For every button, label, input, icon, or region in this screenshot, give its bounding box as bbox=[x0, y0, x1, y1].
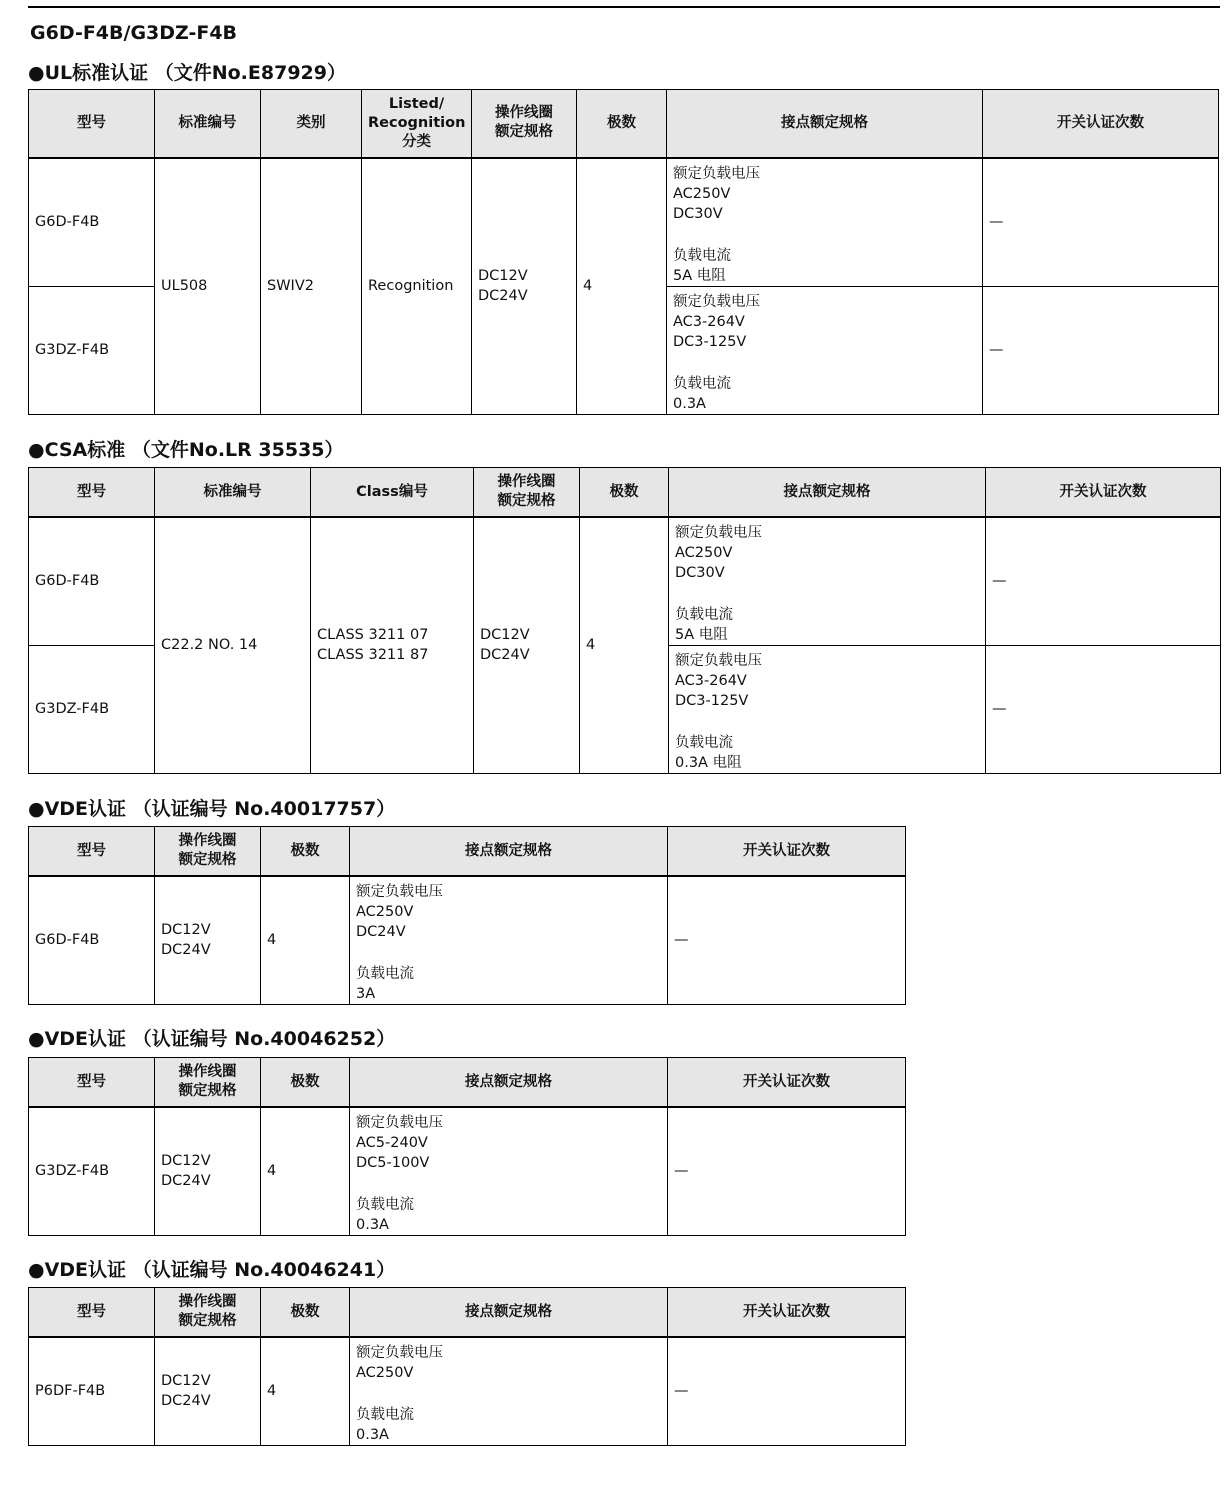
vde1-coil-2: DC24V bbox=[161, 942, 211, 958]
contact-voltage-ac: AC5-240V bbox=[356, 1134, 428, 1151]
csa-standard: C22.2 NO. 14 bbox=[155, 517, 311, 774]
vde1-header-poles: 极数 bbox=[261, 827, 350, 876]
ul-row2-model: G3DZ-F4B bbox=[29, 286, 155, 414]
contact-current-value: 5A 电阻 bbox=[675, 626, 728, 643]
vde2-section-title: ●VDE认证 （认证编号 No.40046252） bbox=[28, 1028, 396, 1050]
ul-header-row bbox=[29, 90, 1219, 158]
contact-current-heading: 负载电流 bbox=[356, 1196, 414, 1213]
vde3-header-model: 型号 bbox=[29, 1288, 155, 1337]
vde1-coil-1: DC12V bbox=[161, 922, 211, 938]
ul-poles: 4 bbox=[577, 158, 667, 415]
vde3-model: P6DF-F4B bbox=[29, 1337, 155, 1446]
ul-header-model: 型号 bbox=[29, 90, 155, 158]
csa-class-2: CLASS 3211 87 bbox=[317, 647, 429, 663]
vde3-contact bbox=[350, 1337, 668, 1446]
ul-header-listed-line2: Recognition bbox=[368, 114, 466, 131]
vde1-table bbox=[28, 826, 906, 1005]
ul-header-poles: 极数 bbox=[577, 90, 667, 158]
csa-table bbox=[28, 467, 1221, 774]
vde3-header-contact: 接点额定规格 bbox=[350, 1288, 668, 1337]
contact-voltage-heading: 额定负载电压 bbox=[675, 652, 762, 669]
ul-row1-contact bbox=[667, 158, 983, 287]
vde2-coil-1: DC12V bbox=[161, 1153, 211, 1169]
ul-coil bbox=[472, 158, 577, 415]
vde1-header-cycles: 开关认证次数 bbox=[668, 827, 906, 876]
vde1-contact bbox=[350, 876, 668, 1005]
csa-row2-model: G3DZ-F4B bbox=[29, 645, 155, 773]
ul-table bbox=[28, 89, 1219, 415]
vde1-cycles: — bbox=[668, 876, 906, 1005]
vde1-header-row bbox=[29, 827, 906, 876]
vde3-header-coil bbox=[155, 1288, 261, 1337]
contact-voltage-dc: DC30V bbox=[675, 564, 725, 581]
vde3-poles: 4 bbox=[261, 1337, 350, 1446]
csa-header-coil bbox=[474, 468, 580, 517]
csa-row1-contact bbox=[669, 517, 986, 646]
vde2-model: G3DZ-F4B bbox=[29, 1107, 155, 1236]
vde3-coil-2: DC24V bbox=[161, 1393, 211, 1409]
contact-current-heading: 负载电流 bbox=[673, 247, 731, 264]
vde2-header-coil-line1: 操作线圈 bbox=[178, 1063, 237, 1080]
csa-coil-2: DC24V bbox=[480, 647, 530, 663]
vde1-header-contact: 接点额定规格 bbox=[350, 827, 668, 876]
table-row bbox=[29, 517, 1221, 646]
contact-voltage-heading: 额定负载电压 bbox=[673, 293, 760, 310]
vde1-header-coil bbox=[155, 827, 261, 876]
vde2-header-coil bbox=[155, 1058, 261, 1107]
csa-class-1: CLASS 3211 07 bbox=[317, 627, 429, 643]
csa-header-coil-line2: 额定规格 bbox=[497, 492, 556, 509]
contact-current-heading: 负载电流 bbox=[673, 375, 731, 392]
csa-poles: 4 bbox=[580, 517, 669, 774]
vde1-header-coil-line1: 操作线圈 bbox=[178, 832, 237, 849]
ul-row2-contact bbox=[667, 286, 983, 414]
csa-header-class: Class编号 bbox=[311, 468, 474, 517]
contact-voltage-heading: 额定负载电压 bbox=[356, 1344, 443, 1361]
vde1-coil bbox=[155, 876, 261, 1005]
vde3-header-cycles: 开关认证次数 bbox=[668, 1288, 906, 1337]
csa-class bbox=[311, 517, 474, 774]
ul-row1-cycles: — bbox=[983, 158, 1219, 287]
csa-row2-contact bbox=[669, 645, 986, 773]
vde1-model: G6D-F4B bbox=[29, 876, 155, 1005]
contact-current-heading: 负载电流 bbox=[675, 606, 733, 623]
table-row bbox=[29, 876, 906, 1005]
ul-header-coil-line1: 操作线圈 bbox=[495, 105, 553, 122]
csa-coil-1: DC12V bbox=[480, 627, 530, 643]
ul-coil-2: DC24V bbox=[478, 288, 528, 304]
contact-current-heading: 负载电流 bbox=[356, 965, 414, 982]
vde3-coil-1: DC12V bbox=[161, 1373, 211, 1389]
contact-voltage-heading: 额定负载电压 bbox=[356, 883, 443, 900]
csa-header-contact: 接点额定规格 bbox=[669, 468, 986, 517]
vde2-cycles: — bbox=[668, 1107, 906, 1236]
ul-header-category: 类别 bbox=[261, 90, 362, 158]
vde2-header-coil-line2: 额定规格 bbox=[178, 1082, 237, 1099]
vde1-section-title: ●VDE认证 （认证编号 No.40017757） bbox=[28, 798, 396, 820]
vde3-table bbox=[28, 1287, 906, 1446]
contact-voltage-ac: AC250V bbox=[673, 185, 731, 202]
csa-row2-cycles: — bbox=[986, 645, 1221, 773]
contact-voltage-dc: DC3-125V bbox=[673, 333, 747, 350]
table-row bbox=[29, 158, 1219, 287]
ul-header-listed bbox=[362, 90, 472, 158]
ul-header-listed-line1: Listed/ bbox=[388, 95, 445, 112]
ul-listed: Recognition bbox=[362, 158, 472, 415]
vde1-header-model: 型号 bbox=[29, 827, 155, 876]
table-row bbox=[29, 1107, 906, 1236]
vde2-coil bbox=[155, 1107, 261, 1236]
csa-header-standard: 标准编号 bbox=[155, 468, 311, 517]
vde2-header-poles: 极数 bbox=[261, 1058, 350, 1107]
contact-current-heading: 负载电流 bbox=[356, 1406, 414, 1423]
vde2-contact bbox=[350, 1107, 668, 1236]
ul-category: SWIV2 bbox=[261, 158, 362, 415]
ul-header-standard: 标准编号 bbox=[155, 90, 261, 158]
ul-header-coil bbox=[472, 90, 577, 158]
contact-current-value: 0.3A 电阻 bbox=[675, 754, 742, 771]
csa-coil bbox=[474, 517, 580, 774]
vde3-header-coil-line2: 额定规格 bbox=[178, 1312, 237, 1329]
csa-section-title: ●CSA标准 （文件No.LR 35535） bbox=[28, 439, 344, 461]
ul-section-title: ●UL标准认证 （文件No.E87929） bbox=[28, 62, 346, 84]
ul-row1-model: G6D-F4B bbox=[29, 158, 155, 287]
csa-header-coil-line1: 操作线圈 bbox=[497, 473, 556, 490]
contact-current-value: 3A bbox=[356, 985, 376, 1002]
contact-current-heading: 负载电流 bbox=[675, 734, 733, 751]
ul-header-contact: 接点额定规格 bbox=[667, 90, 983, 158]
csa-header-row bbox=[29, 468, 1221, 517]
contact-voltage-ac: AC250V bbox=[356, 1364, 414, 1381]
vde3-header-coil-line1: 操作线圈 bbox=[178, 1293, 237, 1310]
contact-voltage-heading: 额定负载电压 bbox=[675, 524, 762, 541]
vde2-poles: 4 bbox=[261, 1107, 350, 1236]
contact-current-value: 0.3A bbox=[673, 395, 706, 412]
table-row bbox=[29, 1337, 906, 1446]
contact-voltage-ac: AC3-264V bbox=[673, 313, 745, 330]
ul-header-listed-line3: 分类 bbox=[402, 133, 431, 150]
ul-coil-1: DC12V bbox=[478, 268, 528, 284]
vde2-header-contact: 接点额定规格 bbox=[350, 1058, 668, 1107]
contact-voltage-ac: AC250V bbox=[675, 544, 733, 561]
csa-header-cycles: 开关认证次数 bbox=[986, 468, 1221, 517]
vde1-header-coil-line2: 额定规格 bbox=[178, 851, 237, 868]
csa-row1-model: G6D-F4B bbox=[29, 517, 155, 646]
contact-voltage-dc: DC3-125V bbox=[675, 692, 749, 709]
document-title: G6D-F4B/G3DZ-F4B bbox=[30, 22, 238, 44]
vde3-cycles: — bbox=[668, 1337, 906, 1446]
vde2-coil-2: DC24V bbox=[161, 1173, 211, 1189]
contact-current-value: 0.3A bbox=[356, 1216, 389, 1233]
csa-header-model: 型号 bbox=[29, 468, 155, 517]
vde2-table bbox=[28, 1057, 906, 1236]
top-rule bbox=[28, 6, 1220, 8]
vde2-header-model: 型号 bbox=[29, 1058, 155, 1107]
contact-voltage-ac: AC250V bbox=[356, 903, 414, 920]
vde3-coil bbox=[155, 1337, 261, 1446]
vde1-poles: 4 bbox=[261, 876, 350, 1005]
ul-header-coil-line2: 额定规格 bbox=[495, 124, 553, 141]
ul-standard: UL508 bbox=[155, 158, 261, 415]
csa-header-poles: 极数 bbox=[580, 468, 669, 517]
vde3-section-title: ●VDE认证 （认证编号 No.40046241） bbox=[28, 1259, 396, 1281]
contact-voltage-dc: DC24V bbox=[356, 923, 406, 940]
contact-current-value: 0.3A bbox=[356, 1426, 389, 1443]
contact-voltage-dc: DC5-100V bbox=[356, 1154, 430, 1171]
vde2-header-row bbox=[29, 1058, 906, 1107]
contact-voltage-heading: 额定负载电压 bbox=[356, 1114, 443, 1131]
contact-voltage-ac: AC3-264V bbox=[675, 672, 747, 689]
contact-current-value: 5A 电阻 bbox=[673, 267, 726, 284]
csa-row1-cycles: — bbox=[986, 517, 1221, 646]
ul-row2-cycles: — bbox=[983, 286, 1219, 414]
vde3-header-row bbox=[29, 1288, 906, 1337]
contact-voltage-dc: DC30V bbox=[673, 205, 723, 222]
contact-voltage-heading: 额定负载电压 bbox=[673, 165, 760, 182]
vde3-header-poles: 极数 bbox=[261, 1288, 350, 1337]
vde2-header-cycles: 开关认证次数 bbox=[668, 1058, 906, 1107]
ul-header-cycles: 开关认证次数 bbox=[983, 90, 1219, 158]
